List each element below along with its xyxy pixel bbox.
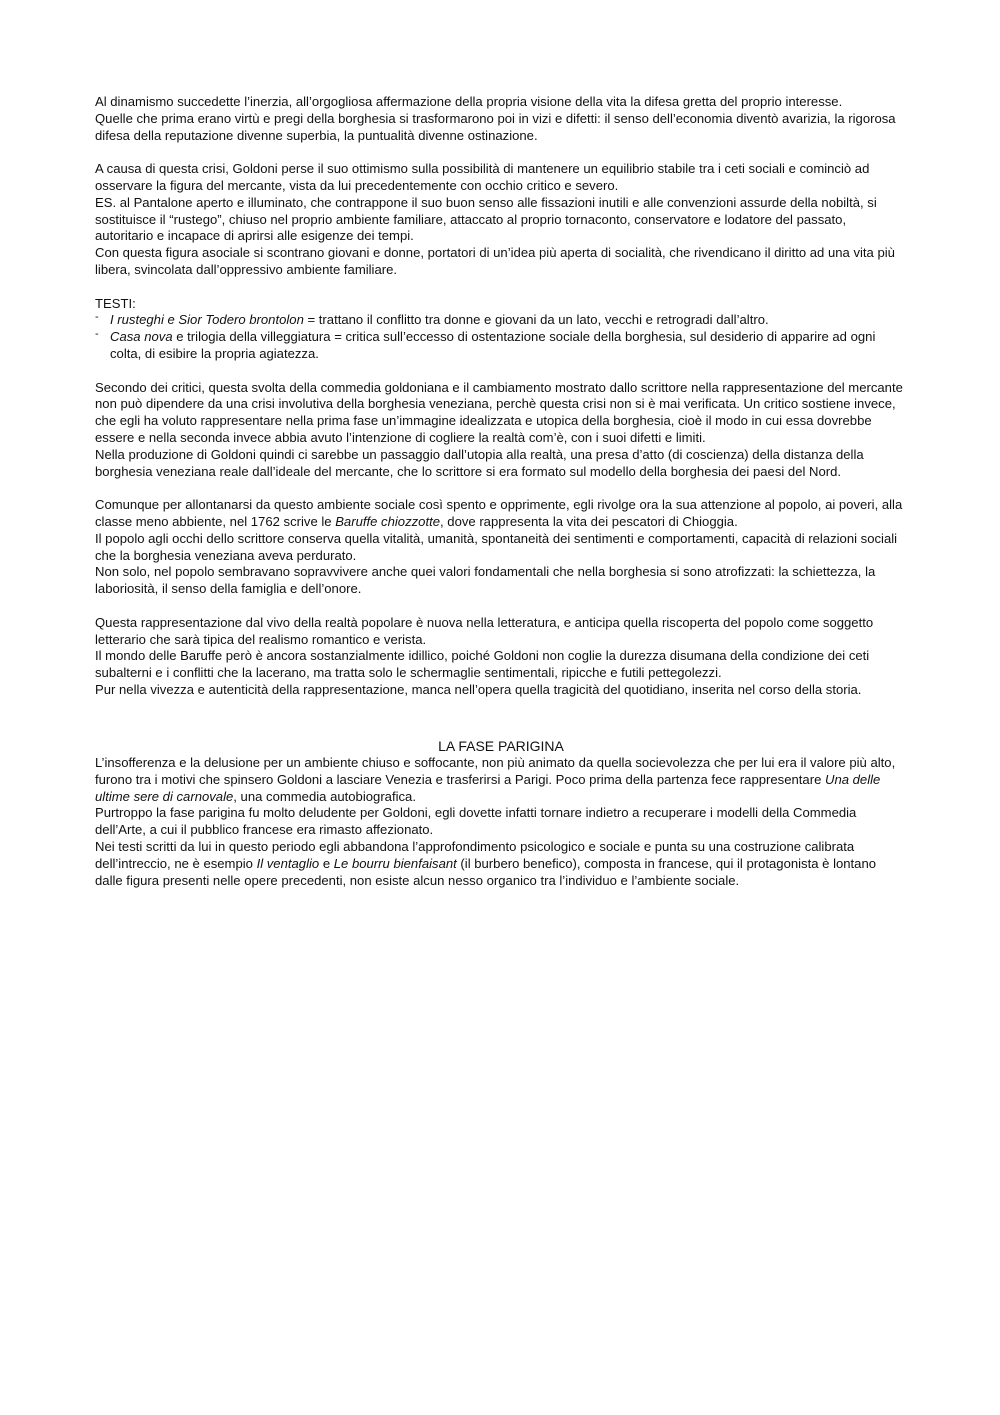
document-page [95,94,907,889]
paragraph-text: , dove rappresenta la vita dei pescatori di Chioggia. [440,513,738,529]
spacer [95,598,907,615]
work-title: Casa nova [110,329,173,345]
paragraph [95,839,907,889]
work-title: Il ventaglio [256,855,320,871]
list-item [95,329,907,363]
bullet-marker: - [95,328,99,341]
paragraph-text: , una commedia autobiografica. [233,788,416,804]
paragraph: Purtroppo la fase parigina fu molto deludente per Goldoni, egli dovette infatti tornare indietro a recuperare i modelli della Commedia dell’Arte, a cui il pubblico francese era rimasto affezionato. [95,805,857,838]
spacer [95,699,907,716]
paragraph: Il mondo delle Baruffe però è ancora sostanzialmente idillico, poiché Goldoni non coglie la durezza disumana della condizione dei ceti subalterni e i conflitti che la lacerano, ma tratta solo le schermaglie sentimentali, ripicche e futili pettegolezzi. [95,648,870,681]
paragraph: ES. al Pantalone aperto e illuminato, che contrappone il suo buon senso alle fissazioni inutili e alle convenzioni assurde della nobiltà, si sostituisce il “rustego”, chiuso nel proprio ambiente familiare, attaccato al proprio tornaconto, conservatore e lodatore del passato, autoritario e incapace di aprirsi alle esigenze dei tempi. [95,194,877,244]
section-heading: LA FASE PARIGINA [438,738,564,755]
spacer [95,480,907,497]
paragraph: Pur nella vivezza e autenticità della rappresentazione, manca nell’opera quella tragicità del quotidiano, inserita nel corso della storia. [95,681,862,697]
testi-list [95,312,907,362]
paragraph: Il popolo agli occhi dello scrittore conserva quella vitalità, umanità, spontaneità dei sentimenti e comportamenti, capacità di relazioni sociali che la borghesia veneziana aveva perdurato. [95,530,898,563]
work-title: Una delle ultime sere di carnovale [95,771,881,804]
work-title: Baruffe chiozzotte [335,513,441,529]
paragraph: Secondo dei critici, questa svolta della commedia goldoniana e il cambiamento mostrato dallo scrittore nella rappresentazione del mercante non può dipendere da una crisi involutiva della borghesia veneziana, perchè questa crisi non si è mai verificata. Un critico sostiene invece, che egli ha voluto rappresentare nella prima fase un’immagine idealizzata e utopica della borghesia, cioè il modo in cui essa dovrebbe essere e nella seconda invece abbia avuto l’intenzione di cogliere la realtà com’è, con i suoi difetti e limiti. [95,379,903,445]
paragraph: Con questa figura asociale si scontrano giovani e donne, portatori di un’idea più aperta di socialità, che rivendicano il diritto ad una vita più libera, svincolata dall’oppressivo ambiente familiare. [95,245,895,277]
paragraph: Quelle che prima erano virtù e pregi della borghesia si trasformarono poi in vizi e difetti: il senso dell’economia diventò avarizia, la rigorosa difesa della reputazione divenne superbia, la puntualità divenne ostinazione. [95,110,896,143]
paragraph: A causa di questa crisi, Goldoni perse il suo ottimismo sulla possibilità di mantenere un equilibrio stabile tra i ceti sociali e cominciò ad osservare la figura del mercante, vista da lui precedentemente con occhio critico e severo. [95,161,870,193]
work-title: Le bourru bienfaisant [333,855,457,871]
paragraph-text: L’insofferenza e la delusione per un ambiente chiuso e soffocante, non più animato da quella socievolezza che per lui era il valore più alto, furono tra i motivi che spinsero Goldoni a lasciare Venezia e trasferirsi a Parigi. Poco prima della partenza fece rappresentare [95,755,896,787]
paragraph: Questa rappresentazione dal vivo della realtà popolare è nuova nella letteratura, e anticipa quella riscoperta del popolo come soggetto letterario che sarà tipica del realismo romantico e verista. [95,614,874,647]
paragraph-text: (il burbero benefico), composta in francese, qui il protagonista è lontano dalle figura presenti nelle opere precedenti, non esiste alcun nesso organico tra l’individuo e l’ambiente sociale. [95,855,877,888]
list-item-text: e trilogia della villeggiatura = critica sull’eccesso di ostentazione sociale della borghesia, sul desiderio di apparire ad ogni colta, di esibire la propria agiatezza. [110,329,876,361]
list-item-text: = trattano il conflitto tra donne e giovani da un lato, vecchi e retrogradi dall’altro. [303,312,769,328]
paragraph [95,755,907,805]
work-title: I rusteghi e Sior Todero brontolon [110,312,304,328]
paragraph-text: e [319,855,334,871]
spacer [95,279,907,296]
bullet-marker: - [95,311,99,324]
spacer [95,363,907,380]
paragraph: Al dinamismo succedette l’inerzia, all’orgogliosa affermazione della propria visione della vita la difesa gretta del proprio interesse. [95,94,843,109]
paragraph [95,497,907,531]
paragraph-text: Nei testi scritti da lui in questo periodo egli abbandona l’approfondimento psicologico e sociale e punta su una costruzione calibrata dell’intreccio, ne è esempio [95,839,855,871]
paragraph-text: Comunque per allontanarsi da questo ambiente sociale così spento e opprimente, egli rivolge ora la sua attenzione al popolo, ai poveri, alla classe meno abbiente, nel 1762 scrive le [95,497,903,529]
list-item [95,312,907,329]
spacer [95,144,907,161]
spacer [95,715,907,732]
paragraph: Nella produzione di Goldoni quindi ci sarebbe un passaggio dall’utopia alla realtà, una presa d’atto (di coscienza) della distanza della borghesia veneziana reale dall’ideale del mercante, che lo scrittore si era formato sul modello della borghesia dei paesi del Nord. [95,446,864,479]
paragraph: Non solo, nel popolo sembravano sopravvivere anche quei valori fondamentali che nella borghesia si sono atrofizzati: la schiettezza, la laboriosità, il senso della famiglia e dell’onore. [95,564,876,597]
testi-label: TESTI: [95,295,136,311]
